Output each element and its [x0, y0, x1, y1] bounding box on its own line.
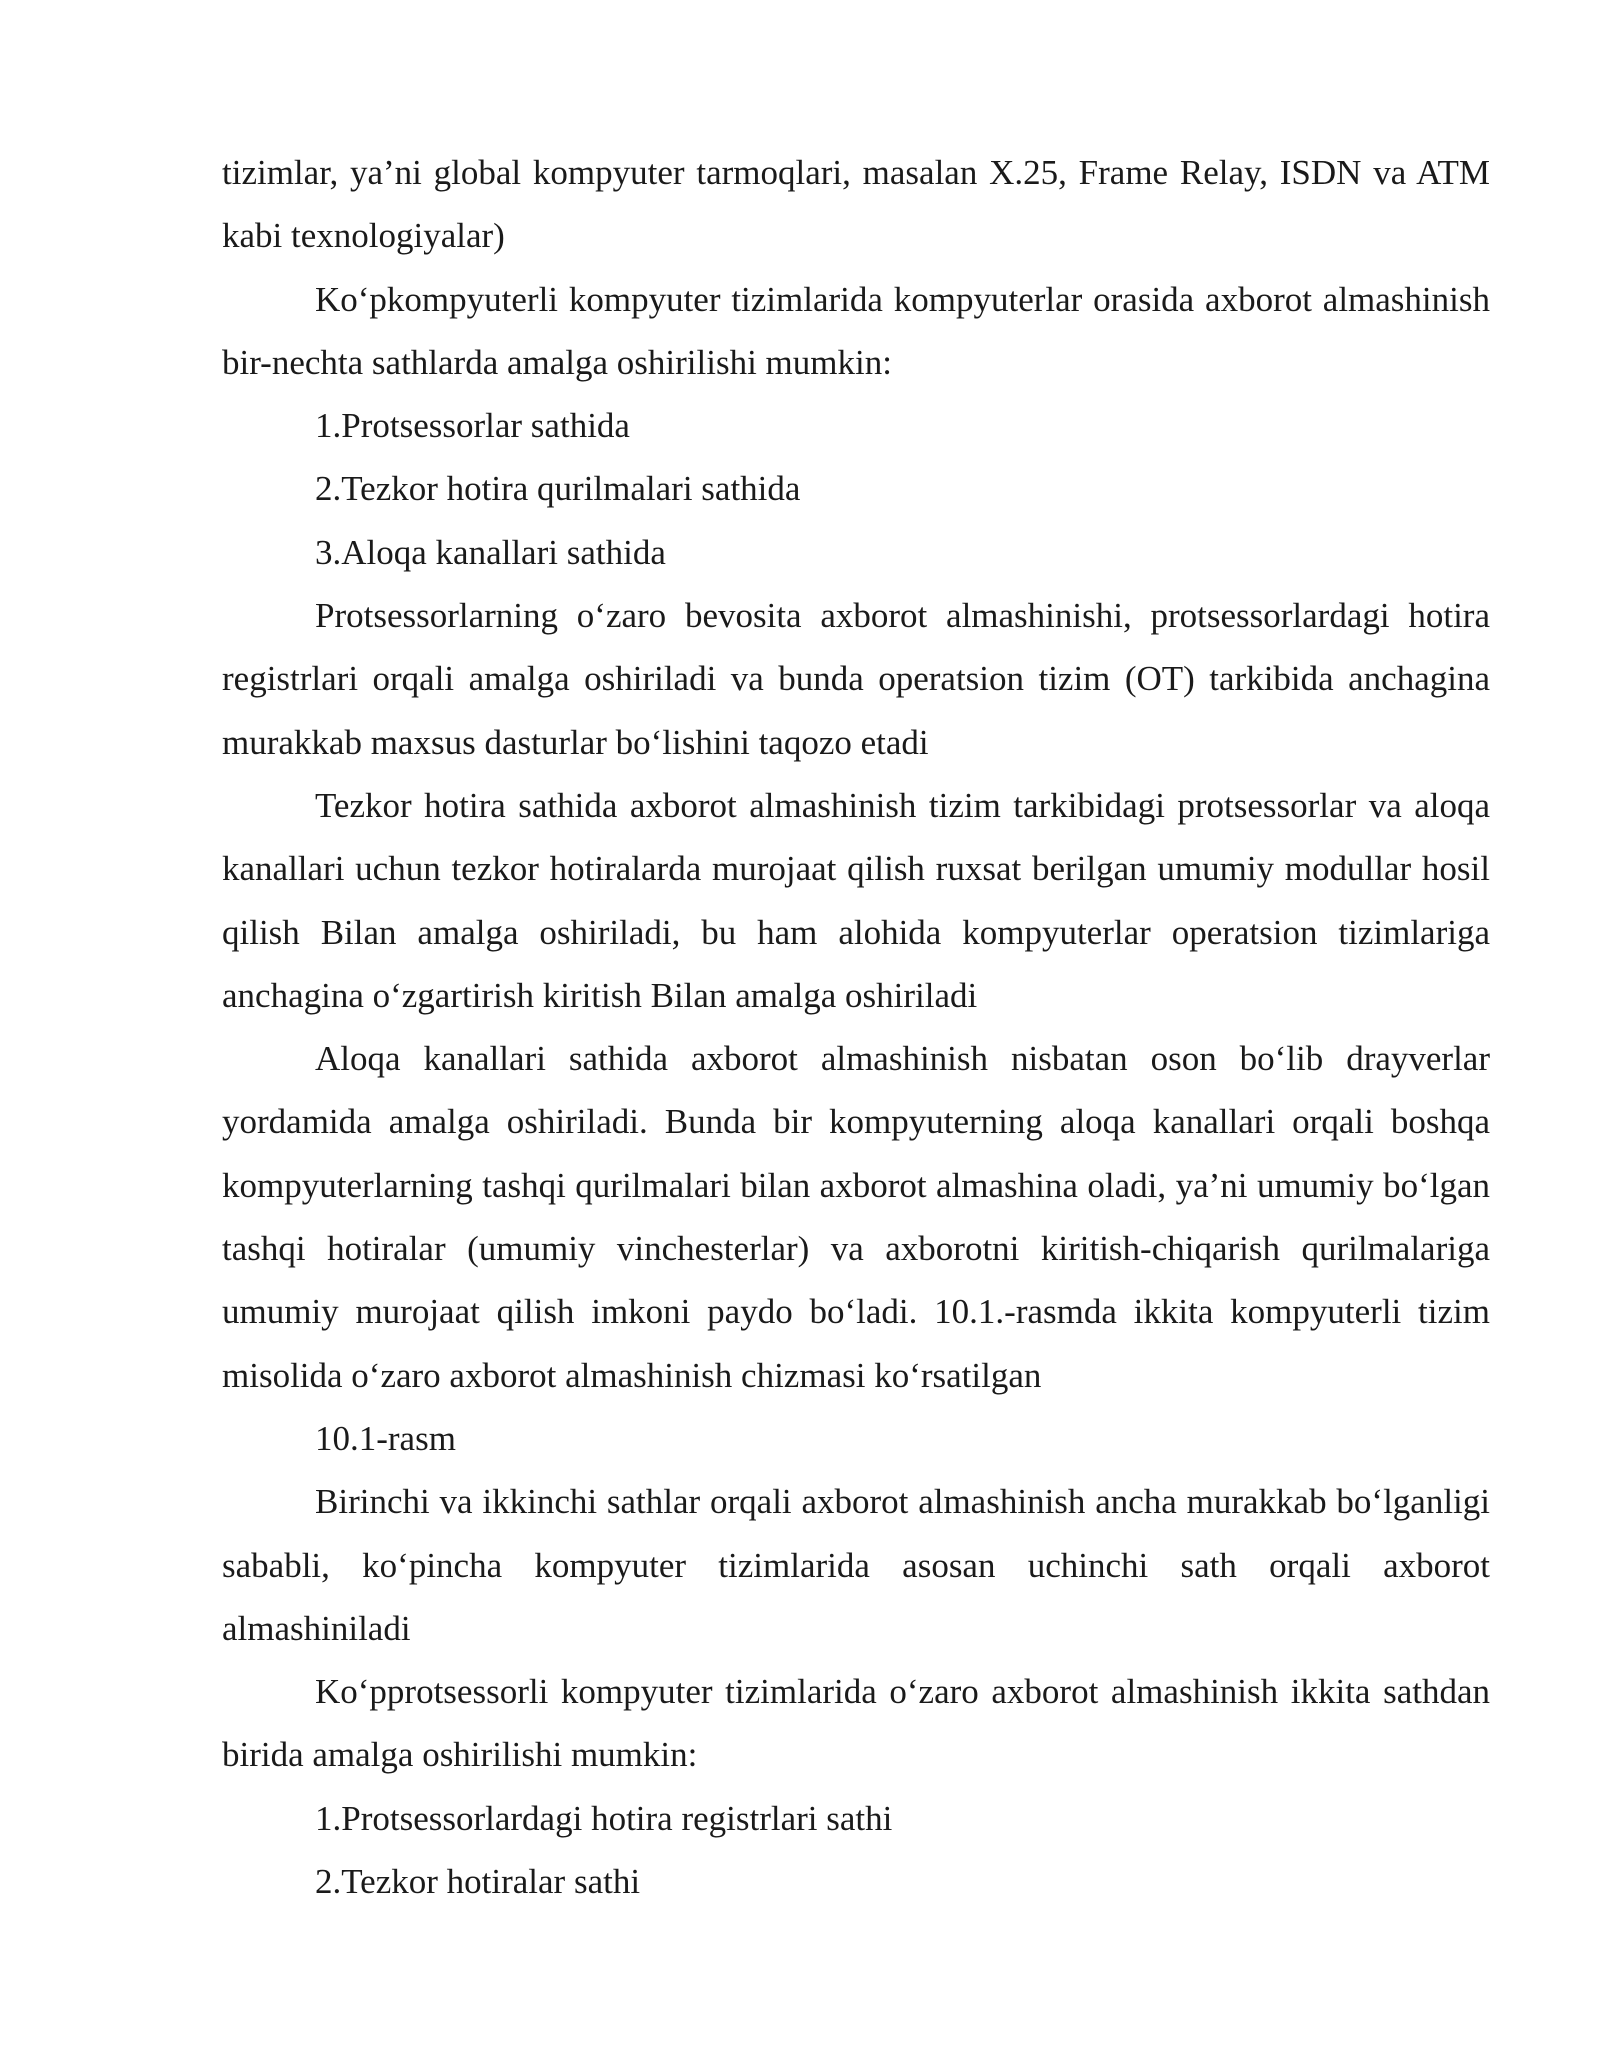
- list-item-memory-level: 2.Tezkor hotira qurilmalari sathida: [315, 469, 801, 509]
- paragraph-processor-exchange: Protsessorlarning o‘zaro bevosita axborot almashinishi, protsessorlardagi hotira registrlari orqali amalga oshiriladi va bunda operatsion tizim (OT) tarkibida anchagina murakkab maxsus dasturlar bo‘lishini taqozo etadi: [222, 596, 1490, 762]
- list-item-processor-level: 1.Protsessorlar sathida: [315, 406, 630, 446]
- paragraph-continuation: tizimlar, ya’ni global kompyuter tarmoqlari, masalan X.25, Frame Relay, ISDN va ATM kabi texnologiyalar): [222, 153, 1490, 256]
- figure-caption: 10.1-rasm: [315, 1418, 456, 1458]
- paragraph-multiprocessor-levels: Ko‘pprotsessorli kompyuter tizimlarida o‘zaro axborot almashinish ikkita sathdan birida amalga oshirilishi mumkin:: [222, 1672, 1490, 1775]
- list-item-channel-level: 3.Aloqa kanallari sathida: [315, 532, 666, 572]
- document-body: [222, 141, 1490, 1913]
- list-item-register-level: 1.Protsessorlardagi hotira registrlari sathi: [315, 1798, 893, 1838]
- list-item-fast-memory-level: 2.Tezkor hotiralar sathi: [315, 1862, 641, 1902]
- paragraph-channel-exchange: Aloqa kanallari sathida axborot almashinish nisbatan oson bo‘lib drayverlar yordamida amalga oshiriladi. Bunda bir kompyuterning aloqa kanallari orqali boshqa kompyuterlarning tashqi qurilmalari bilan axborot almashina oladi, ya’ni umumiy bo‘lgan tashqi hotiralar (umumiy vinchesterlar) va axborotni kiritish-chiqarish qurilmalariga umumiy murojaat qilish imkoni paydo bo‘ladi. 10.1.-rasmda ikkita kompyuterli tizim misolida o‘zaro axborot almashinish chizmasi ko‘rsatilgan: [222, 1039, 1490, 1395]
- paragraph-memory-exchange: Tezkor hotira sathida axborot almashinish tizim tarkibidagi protsessorlar va aloqa kanallari uchun tezkor hotiralarda murojaat qilish ruxsat berilgan umumiy modullar hosil qilish Bilan amalga oshiriladi, bu ham alohida kompyuterlar operatsion tizimlariga anchagina o‘zgartirish kiritish Bilan amalga oshiriladi: [222, 785, 1490, 1015]
- paragraph-multicomputer-levels: Ko‘pkompyuterli kompyuter tizimlarida kompyuterlar orasida axborot almashinish bir-nechta sathlarda amalga oshirilishi mumkin:: [222, 279, 1490, 382]
- paragraph-third-level: Birinchi va ikkinchi sathlar orqali axborot almashinish ancha murakkab bo‘lganligi sababli, ko‘pincha kompyuter tizimlarida asosan uchinchi sath orqali axborot almashiniladi: [222, 1482, 1490, 1648]
